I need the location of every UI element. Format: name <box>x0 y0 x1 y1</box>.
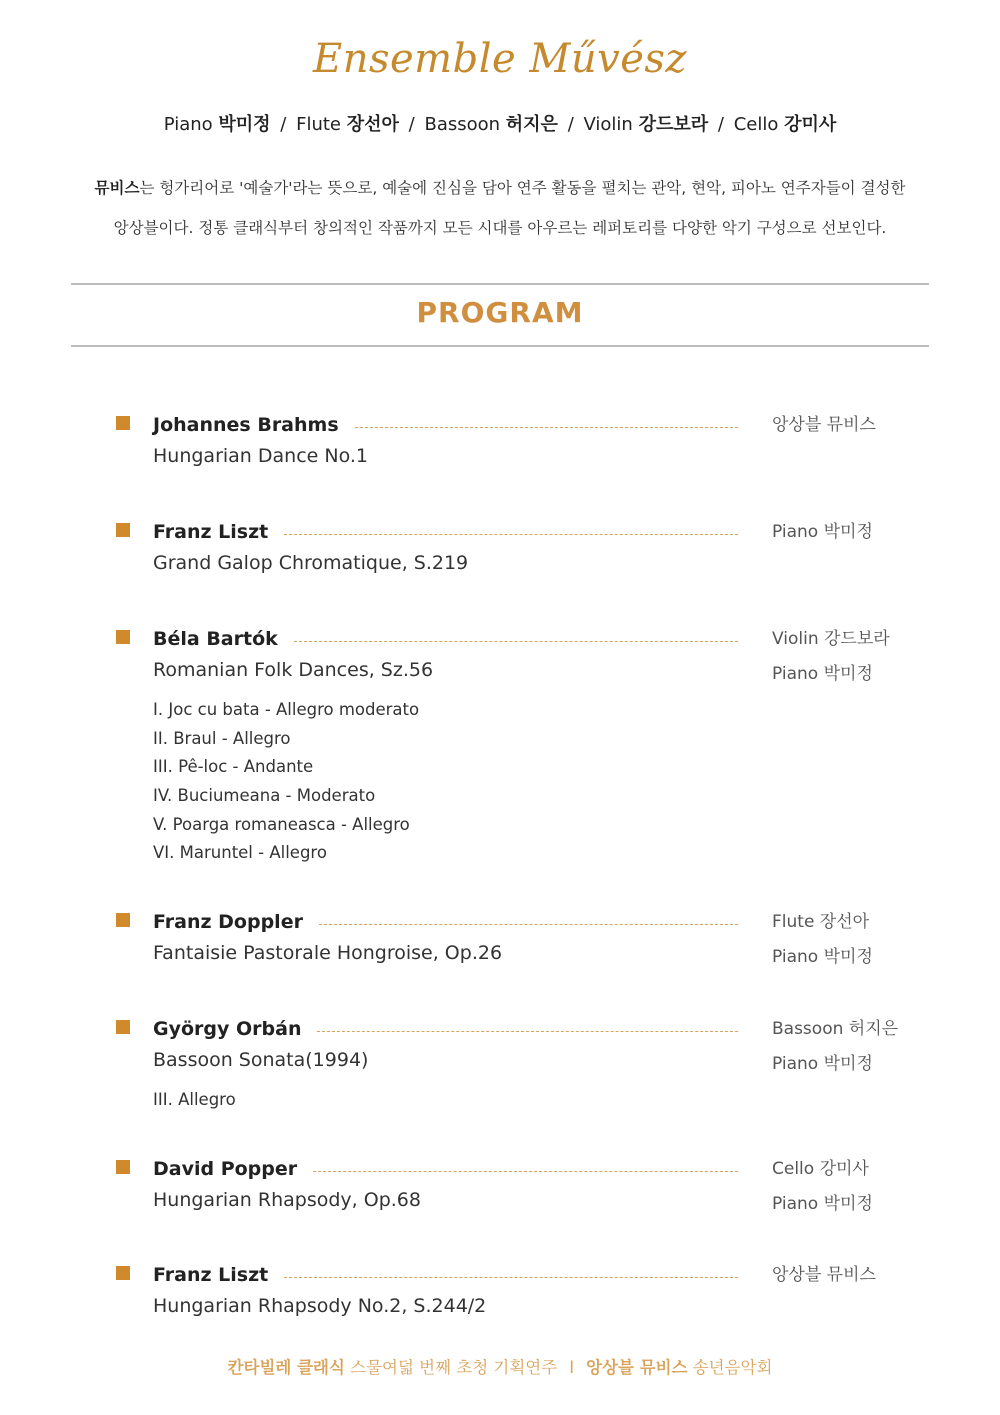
program-heading: PROGRAM <box>416 296 584 329</box>
movement-list <box>153 1086 236 1115</box>
performer-list <box>772 412 876 447</box>
performer: Piano 박미정 <box>772 522 873 542</box>
program-item-header <box>153 1262 738 1288</box>
dotted-leader <box>317 1031 738 1032</box>
dotted-leader <box>284 1277 738 1278</box>
bullet-square-icon <box>116 523 130 537</box>
program-item-header <box>153 909 738 935</box>
work-title: Hungarian Rhapsody No.2, S.244/2 <box>153 1295 487 1317</box>
composer-name: György Orbán <box>153 1018 302 1040</box>
member: Violin 강드보라 <box>583 114 709 135</box>
member-separator: / <box>717 114 724 135</box>
work-title: Romanian Folk Dances, Sz.56 <box>153 659 434 681</box>
movement: II. Braul - Allegro <box>153 728 291 748</box>
movement-list <box>153 696 419 868</box>
performer: Piano 박미정 <box>772 1193 873 1214</box>
dotted-leader <box>284 534 738 535</box>
composer-name: Franz Liszt <box>153 1264 269 1286</box>
bullet-square-icon <box>116 416 130 430</box>
dotted-leader <box>294 641 738 642</box>
bullet-square-icon <box>116 1020 130 1034</box>
composer-name: Franz Liszt <box>153 521 269 543</box>
member-separator: / <box>567 114 574 135</box>
performer: Piano 박미정 <box>772 663 873 684</box>
dotted-leader <box>313 1171 738 1172</box>
member: Piano 박미정 <box>163 114 271 135</box>
work-title: Bassoon Sonata(1994) <box>153 1049 369 1071</box>
member-separator: / <box>408 114 415 135</box>
performer: Bassoon 허지은 <box>772 1019 899 1039</box>
movement: VI. Maruntel - Allegro <box>153 843 327 863</box>
composer-name: David Popper <box>153 1158 298 1180</box>
movement: III. Allegro <box>153 1090 236 1109</box>
performer-list <box>772 1262 876 1297</box>
work-title: Grand Galop Chromatique, S.219 <box>153 552 469 574</box>
performer: Piano 박미정 <box>772 946 873 967</box>
performer: Violin 강드보라 <box>772 629 890 649</box>
bullet-square-icon <box>116 1266 130 1280</box>
program-item-header <box>153 412 738 438</box>
performer-list <box>772 1156 873 1225</box>
ensemble-intro <box>70 168 930 248</box>
performer-list <box>772 519 873 554</box>
intro-line: 앙상블이다. 정통 클래식부터 창의적인 작품까지 모든 시대를 아우르는 레퍼토리를 다양한 악기 구성으로 선보인다. <box>113 219 887 237</box>
work-title: Hungarian Rhapsody, Op.68 <box>153 1189 421 1211</box>
divider-bottom <box>71 345 929 347</box>
bullet-square-icon <box>116 913 130 927</box>
member: Cello 강미사 <box>733 114 837 135</box>
performer-list <box>772 909 873 978</box>
composer-name: Franz Doppler <box>153 911 303 933</box>
page-title: Ensemble Művész <box>313 36 687 82</box>
movement: I. Joc cu bata - Allegro moderato <box>153 700 420 719</box>
member-separator: / <box>280 114 287 135</box>
performer: Piano 박미정 <box>772 1053 873 1074</box>
program-item-header <box>153 519 738 545</box>
bullet-square-icon <box>116 1160 130 1174</box>
member-list <box>0 110 1000 136</box>
dotted-leader <box>319 924 738 925</box>
movement: III. Pê-loc - Andante <box>153 757 314 777</box>
member: Bassoon 허지은 <box>424 114 558 135</box>
performer-list <box>772 1016 898 1085</box>
divider-top <box>71 283 929 285</box>
work-title: Hungarian Dance No.1 <box>153 445 369 467</box>
movement: V. Poarga romaneasca - Allegro <box>153 814 410 834</box>
work-title: Fantaisie Pastorale Hongroise, Op.26 <box>153 942 503 964</box>
performer: Flute 장선아 <box>772 912 870 932</box>
performer: 앙상블 뮤비스 <box>772 415 876 435</box>
program-item-header <box>153 626 738 652</box>
footer: 칸타빌레 클래식 스물여덟 번째 초청 기획연주 I 앙상블 뮤비스 송년음악회 <box>227 1358 773 1377</box>
composer-name: Béla Bartók <box>153 628 278 650</box>
performer: Cello 강미사 <box>772 1159 869 1179</box>
movement: IV. Buciumeana - Moderato <box>153 786 376 806</box>
composer-name: Johannes Brahms <box>153 414 339 436</box>
intro-line: 뮤비스는 헝가리어로 '예술가'라는 뜻으로, 예술에 진심을 담아 연주 활동을 펼치는 관악, 현악, 피아노 연주자들이 결성한 <box>94 179 906 197</box>
bullet-square-icon <box>116 630 130 644</box>
dotted-leader <box>355 427 738 428</box>
program-item-header <box>153 1016 738 1042</box>
performer-list <box>772 626 890 695</box>
performer: 앙상블 뮤비스 <box>772 1265 876 1285</box>
program-item-header <box>153 1156 738 1182</box>
member: Flute 장선아 <box>296 114 399 135</box>
